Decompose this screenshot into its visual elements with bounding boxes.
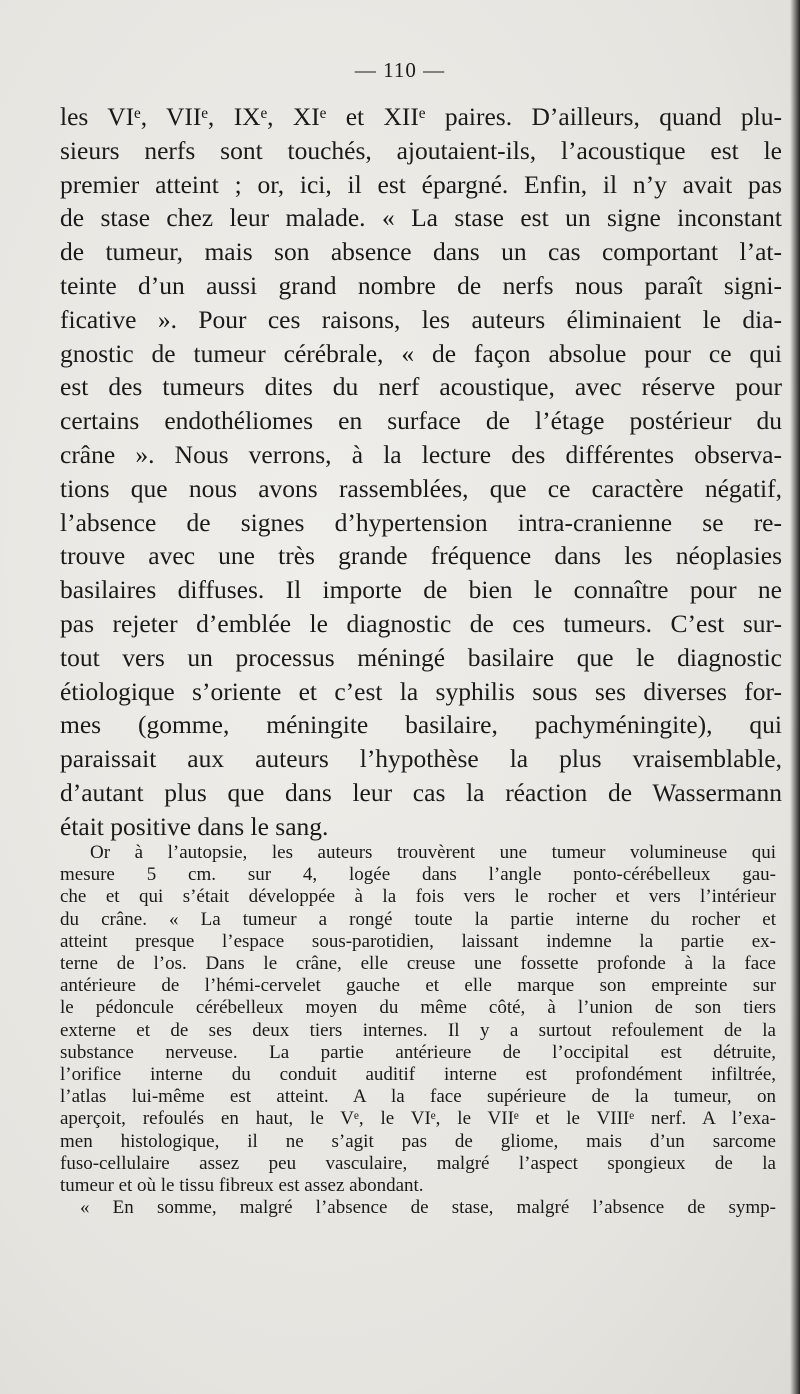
text-line: sieurs nerfs sont touchés, ajoutaient-ils, l’acoustique est le [60,135,782,165]
note-line: atteint presque l’espace sous-parotidien, laissant indemne la partie ex- [60,930,776,952]
note-line: men histologique, il ne s’agit pas de gliome, mais d’un sarcome [60,1130,776,1152]
note-line: substance nerveuse. La partie antérieure de l’occipital est détruite, [60,1041,776,1063]
text-line: basilaires diffuses. Il importe de bien le connaître pour ne [60,575,782,605]
note-line: antérieure de l’hémi-cervelet gauche et elle marque son empreinte sur [60,975,776,997]
text-line: d’autant plus que dans leur cas la réaction de Wassermann [60,777,782,807]
note-line: l’orifice interne du conduit auditif interne est profondément infiltrée, [60,1064,776,1086]
text-line: est des tumeurs dites du nerf acoustique, avec réserve pour [60,372,782,402]
text-line: étiologique s’oriente et c’est la syphilis sous ses diverses for- [60,676,782,706]
page-number: — 110 — [354,58,446,82]
text-line: les VIᵉ, VIIᵉ, IXᵉ, XIᵉ et XIIᵉ paires. D’ailleurs, quand plu- [60,102,782,131]
note-line: le pédoncule cérébelleux moyen du même côté, à l’union de son tiers [60,997,776,1019]
main-paragraph [60,100,782,844]
text-line: tions que nous avons rassemblées, que ce caractère négatif, [60,473,782,503]
text-line: de tumeur, mais son absence dans un cas comportant l’at- [60,237,782,267]
note-line: aperçoit, refoulés en haut, le Vᵉ, le VIᵉ, le VIIᵉ et le VIIIᵉ nerf. A l’exa- [60,1108,776,1130]
note-line: « En somme, malgré l’absence de stase, malgré l’absence de symp- [80,1197,776,1219]
note-line: Or à l’autopsie, les auteurs trouvèrent une tumeur volumineuse qui [90,842,776,863]
note-paragraph [60,842,776,1197]
text-line: ficative ». Pour ces raisons, les auteurs éliminaient le dia- [60,304,782,334]
note-line: terne de l’os. Dans le crâne, elle creuse une fossette profonde à la face [60,953,776,975]
note-line: externe et de ses deux tiers internes. Il y a surtout refoulement de la [60,1019,776,1041]
note-section [60,842,776,1219]
text-line: était positive dans le sang. [60,811,329,841]
text-line: l’absence de signes d’hypertension intra-cranienne se re- [60,507,782,537]
note-line: tumeur et où le tissu fibreux est assez abondant. [60,1175,424,1197]
page-edge-shadow [790,0,800,1394]
note-line: fuso-cellulaire assez peu vasculaire, malgré l’aspect spongieux de la [60,1152,776,1174]
note-paragraph [60,1197,776,1219]
text-line: paraissait aux auteurs l’hypothèse la plus vraisemblable, [60,744,782,774]
text-line: mes (gomme, méningite basilaire, pachyméningite), qui [60,710,782,740]
note-line: che et qui s’était développée à la fois vers le rocher et vers l’intérieur [60,886,776,908]
text-line: tout vers un processus méningé basilaire que le diagnostic [60,642,782,672]
text-line: crâne ». Nous verrons, à la lecture des différentes observa- [60,439,782,469]
note-line: du crâne. « La tumeur a rongé toute la partie interne du rocher et [60,908,776,930]
text-line: certains endothéliomes en surface de l’étage postérieur du [60,406,782,436]
text-line: pas rejeter d’emblée le diagnostic de ces tumeurs. C’est sur- [60,608,782,638]
text-line: premier atteint ; or, ici, il est épargné. Enfin, il n’y avait pas [60,169,782,199]
text-line: trouve avec une très grande fréquence dans les néoplasies [60,541,782,571]
note-line: mesure 5 cm. sur 4, logée dans l’angle ponto-cérébelleux gau- [60,864,776,886]
text-line: gnostic de tumeur cérébrale, « de façon absolue pour ce qui [60,338,782,368]
text-line: de stase chez leur malade. « La stase est un signe inconstant [60,203,782,233]
note-line: l’atlas lui-même est atteint. A la face supérieure de la tumeur, on [60,1086,776,1108]
text-line: teinte d’un aussi grand nombre de nerfs nous paraît signi- [60,270,782,300]
